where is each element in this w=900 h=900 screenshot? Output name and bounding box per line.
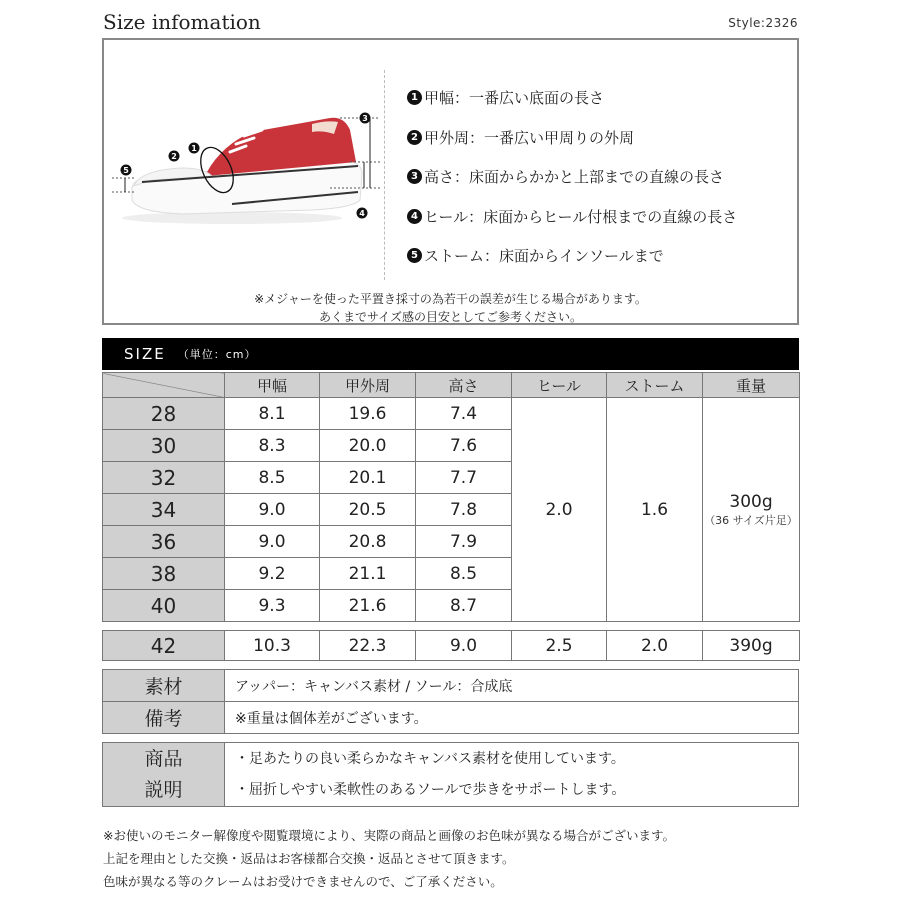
width-cell: 8.1 xyxy=(225,398,320,430)
measurement-note: あくまでサイズ感の目安としてご参考ください。 xyxy=(318,310,583,324)
table-row xyxy=(103,398,800,430)
remarks-value: ※重量は個体差がございます。 xyxy=(225,702,799,734)
height-cell: 8.5 xyxy=(416,558,512,590)
girth-cell: 20.0 xyxy=(320,430,416,462)
height-cell: 7.8 xyxy=(416,494,512,526)
size-info-box xyxy=(102,38,799,325)
storm-cell: 2.0 xyxy=(607,631,703,661)
description-label-line: 説明 xyxy=(144,778,183,801)
legend-item xyxy=(407,157,737,197)
svg-text:4: 4 xyxy=(359,209,365,218)
measurement-note: ※メジャーを使った平置き採寸の為若干の誤差が生じる場合があります。 xyxy=(254,292,647,306)
height-cell: 7.4 xyxy=(416,398,512,430)
svg-text:3: 3 xyxy=(362,114,368,123)
weight-cell: 390g xyxy=(703,631,800,661)
column-header: 重量 xyxy=(703,373,800,398)
material-table xyxy=(102,669,799,734)
weight-note: （36 サイズ片足） xyxy=(704,513,798,527)
footer-line: 上記を理由とした交換・返品はお客様都合交換・返品とさせて頂きます。 xyxy=(103,851,515,866)
column-header: 高さ xyxy=(416,373,512,398)
material-value: アッパー：キャンバス素材 / ソール：合成底 xyxy=(225,670,799,702)
svg-text:2: 2 xyxy=(171,152,177,161)
size-cell: 30 xyxy=(103,430,225,462)
legend-text: ヒール：床面からヒール付根までの直線の長さ xyxy=(424,207,738,226)
size-heading: SIZE xyxy=(124,345,166,363)
footer-line: 色味が異なる等のクレームはお受けできませんので、ご了承ください。 xyxy=(103,874,503,889)
heel-cell: 2.5 xyxy=(512,631,607,661)
size-cell: 28 xyxy=(103,398,225,430)
page-title: Size infomation xyxy=(103,10,261,34)
girth-cell: 20.5 xyxy=(320,494,416,526)
remarks-row xyxy=(103,702,799,734)
girth-cell: 19.6 xyxy=(320,398,416,430)
column-header: 甲幅 xyxy=(225,373,320,398)
width-cell: 9.2 xyxy=(225,558,320,590)
size-cell: 42 xyxy=(103,631,225,661)
width-cell: 10.3 xyxy=(225,631,320,661)
girth-cell: 20.8 xyxy=(320,526,416,558)
table-header-row xyxy=(103,373,800,398)
legend-text: 甲幅：一番広い底面の長さ xyxy=(424,89,605,108)
description-item: ・足あたりの良い柔らかなキャンバス素材を使用しています。 xyxy=(235,750,625,767)
width-cell: 9.0 xyxy=(225,526,320,558)
svg-text:5: 5 xyxy=(123,166,129,175)
height-cell: 7.9 xyxy=(416,526,512,558)
height-cell: 8.7 xyxy=(416,590,512,622)
dotted-divider xyxy=(384,70,385,280)
corner-cell xyxy=(103,373,225,398)
storm-cell: 1.6 xyxy=(607,398,703,622)
size-unit: （単位：cm） xyxy=(177,348,257,361)
legend-text: ストーム：床面からインソールまで xyxy=(424,247,664,266)
legend-item xyxy=(407,236,737,276)
weight-cell xyxy=(703,398,800,622)
description-label-line: 商品 xyxy=(144,747,183,770)
girth-cell: 21.1 xyxy=(320,558,416,590)
size-42-table xyxy=(102,630,800,661)
number-badge-icon: 2 xyxy=(407,130,422,145)
size-cell: 36 xyxy=(103,526,225,558)
width-cell: 9.0 xyxy=(225,494,320,526)
legend-item xyxy=(407,78,737,118)
width-cell: 8.3 xyxy=(225,430,320,462)
legend-text: 甲外周：一番広い甲周りの外周 xyxy=(424,128,635,147)
style-code: Style:2326 xyxy=(728,16,798,30)
description-table xyxy=(102,742,799,807)
size-table xyxy=(102,372,800,622)
remarks-label: 備考 xyxy=(103,702,225,734)
girth-cell: 20.1 xyxy=(320,462,416,494)
footer-notes xyxy=(103,824,675,893)
description-value xyxy=(225,743,799,807)
height-cell: 7.6 xyxy=(416,430,512,462)
description-item: ・屈折しやすい柔軟性のあるソールで歩きをサポートします。 xyxy=(235,781,626,798)
width-cell: 9.3 xyxy=(225,590,320,622)
measurement-legend xyxy=(407,78,737,276)
height-cell: 9.0 xyxy=(416,631,512,661)
table-row xyxy=(103,631,800,661)
legend-text: 高さ：床面からかかと上部までの直線の長さ xyxy=(424,168,725,187)
description-label xyxy=(103,743,225,807)
number-badge-icon: 1 xyxy=(407,90,422,105)
size-section-header xyxy=(102,338,799,370)
footer-line: ※お使いのモニター解像度や閲覧環境により、実際の商品と画像のお色味が異なる場合がございます。 xyxy=(103,828,675,843)
column-header: ヒール xyxy=(512,373,607,398)
shoe-shadow xyxy=(122,212,342,224)
legend-item xyxy=(407,118,737,158)
width-cell: 8.5 xyxy=(225,462,320,494)
heel-cell: 2.0 xyxy=(512,398,607,622)
size-cell: 40 xyxy=(103,590,225,622)
column-header: 甲外周 xyxy=(320,373,416,398)
column-header: ストーム xyxy=(607,373,703,398)
number-badge-icon: 3 xyxy=(407,169,422,184)
material-label: 素材 xyxy=(103,670,225,702)
number-badge-icon: 5 xyxy=(407,248,422,263)
material-row xyxy=(103,670,799,702)
size-cell: 32 xyxy=(103,462,225,494)
girth-cell: 21.6 xyxy=(320,590,416,622)
shoe-measurement-diagram xyxy=(112,100,382,250)
size-cell: 38 xyxy=(103,558,225,590)
number-badge-icon: 4 xyxy=(407,209,422,224)
size-cell: 34 xyxy=(103,494,225,526)
legend-item xyxy=(407,197,737,237)
svg-text:1: 1 xyxy=(191,144,197,153)
description-row xyxy=(103,743,799,807)
girth-cell: 22.3 xyxy=(320,631,416,661)
height-cell: 7.7 xyxy=(416,462,512,494)
weight-value: 300g xyxy=(729,491,773,512)
